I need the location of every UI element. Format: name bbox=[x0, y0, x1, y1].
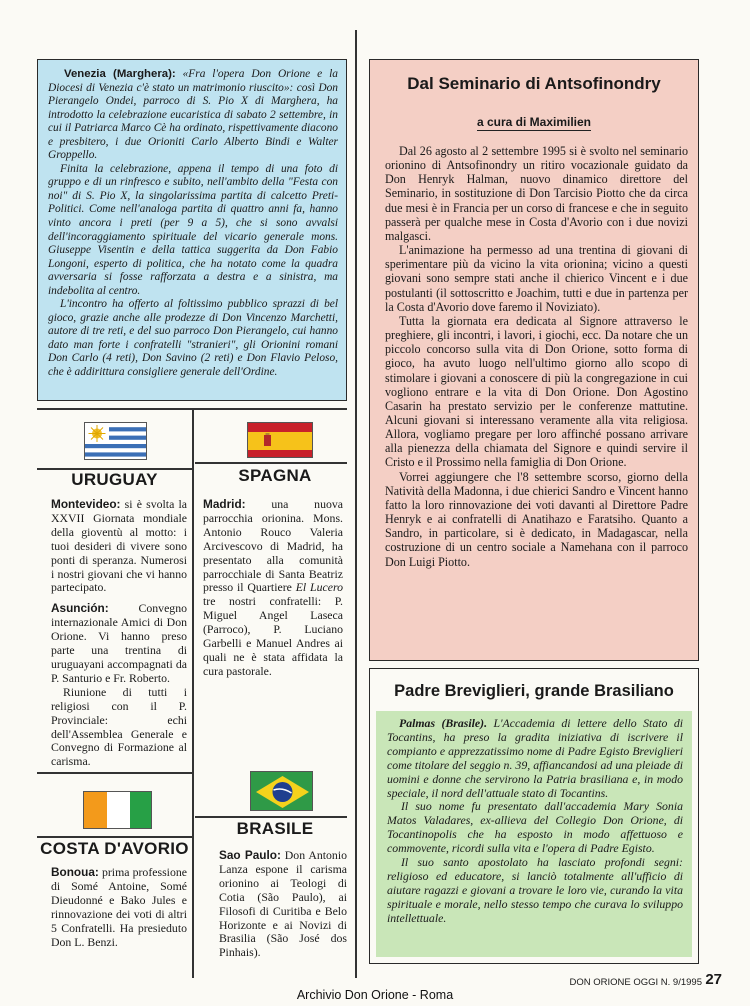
breviglieri-title: Padre Breviglieri, grande Brasiliano bbox=[394, 682, 674, 700]
antsofinondry-body bbox=[385, 144, 688, 569]
uruguay-text bbox=[51, 498, 187, 769]
uruguay-flag-graphic bbox=[85, 423, 147, 460]
spagna-p1-lead: Madrid: bbox=[203, 497, 246, 511]
breviglieri-p3: Il suo santo apostolato ha lasciato profondi segni: religioso ed educatore, si lanciò totalmente all'ufficio di aiutare ragazzi e giovani a trovare le loro vie, curando la vita spirituale e morale, nello stesso tempo che curava lo sviluppo intellettuale. bbox=[387, 855, 683, 925]
ivory-coast-flag-graphic bbox=[84, 792, 152, 829]
costa-p1-text: prima professione di Somé Antoine, Somé Dieudonné e Bako Jules e rinnovazione dei voti di altri 5 Confratelli. Ha presieduto Don L. Benzi. bbox=[51, 865, 187, 949]
brazil-flag bbox=[250, 771, 313, 811]
breviglieri-p1 bbox=[387, 717, 683, 800]
spagna-text bbox=[203, 498, 343, 679]
spagna-p1-italic: El Lucero bbox=[295, 580, 343, 595]
spain-flag bbox=[247, 422, 313, 458]
uruguay-title: URUGUAY bbox=[71, 470, 158, 489]
spagna-p1-text-b: tre nostri confratelli: P. Miguel Angel Laseca (Parroco), P. Luciano Garbelli e Manuel Andres ai quali ne è stata affidata la cura pastorale. bbox=[203, 594, 343, 678]
venezia-paragraph bbox=[48, 68, 338, 163]
venezia-p2: Finita la celebrazione, appena il tempo di una foto di gruppo e di un rinfresco e subito, nell'ambito della "Festa con noi" di S. Pio X, la singolarissima partita di calcetto Preti-Politici. Come nell'analoga partita di quattro anni fa, hanno vinto ancora i preti (per 9 a 5), che si sono avvalsi dell'incoraggiamento spirituale del vicario generale mons. Giuseppe Visentin e della tattica suggerita da Don Fabio Longoni, esperto di politica, che ha notato come la quadra avversaria si fosse rafforzata a destra e a sinistra, ma indebolita al centro. bbox=[48, 162, 338, 297]
venezia-lead: Venezia (Marghera): bbox=[64, 68, 176, 80]
uruguay-p2-text: Convegno internazionale Amici di Don Orione. Vi hanno preso parte una trentina di uruguayani accompagnati da P. Santurio e Fr. Roberto. bbox=[51, 601, 187, 685]
breviglieri-article bbox=[369, 668, 699, 964]
brasile-p1 bbox=[219, 849, 347, 960]
antsofinondry-paragraph: Tutta la giornata era dedicata al Signore attraverso le preghiere, gli incontri, i lavori, i giochi, ecc. Da notare che un piccolo concorso sulla vita di Don Orione, sotto forma di gioco, ha avuto luogo nell'ultimo giorno allo scopo di stimolare i giovani a conoscere di più la congregazione in cui vogliono entrare e la vita di Don Orione. Don Agostino Casarin ha prestato servizio per le conferenze mattutine. Alcuni giovani si interessano veramente alla vita religiosa. Allora, vogliamo pregare per loro affinché possano arrivare alla pienezza della chiamata del Signore e quindi servire il Cristo e il Prossimo nella famiglia di Don Orione. bbox=[385, 313, 688, 470]
venezia-p1: «Fra l'opera Don Orione e la Diocesi di Venezia c'è stato un matrimonio riuscito»: così Don Pierangelo Ondei, parroco di S. Pio X di Marghera, ha introdotto la celebrazione eucaristica di sabato 2 settembre, in cui il Patriarca Marco Cè ha ordinato, rispettivamente diacono e presbitero, i due Orioniti Carlo Alberto Bindi e Walter Groppello. bbox=[48, 68, 338, 162]
costa-p1-lead: Bonoua: bbox=[51, 865, 99, 879]
title-rule bbox=[195, 816, 347, 818]
column-divider bbox=[192, 408, 194, 978]
breviglieri-lead: Palmas (Brasile). bbox=[399, 716, 488, 730]
column-divider bbox=[355, 30, 357, 978]
uruguay-p1 bbox=[51, 498, 187, 595]
antsofinondry-article bbox=[369, 59, 699, 661]
uruguay-p2 bbox=[51, 602, 187, 685]
antsofinondry-paragraph: L'animazione ha permesso ad una trentina di giovani di sperimentare più da vicino la vita orionina; vicino a questi giovani sono sempre stati anche il chierico Vincent e i due postulanti (il sottoscritto e Joachim, tutti e due in partenza per la Costa d'Avorio dove faremo il Noviziato). bbox=[385, 243, 688, 314]
uruguay-p1-text: si è svolta la XXVII Giornata mondiale della gioventù al motto: i tuoi desideri di vivere sono ponti di speranza. Numerosi i nostri giovani che vi hanno partecipato. bbox=[51, 497, 187, 595]
title-rule bbox=[37, 836, 192, 838]
spain-flag-graphic bbox=[248, 423, 313, 458]
antsofinondry-byline-text: a cura di Maximilien bbox=[476, 115, 592, 129]
uruguay-flag bbox=[84, 422, 147, 460]
page-number: 27 bbox=[705, 971, 722, 988]
brazil-flag-graphic bbox=[251, 772, 313, 811]
breviglieri-p2: Il suo nome fu presentato dall'accademia Mary Sonia Matos Valadares, ex-allieva del Collegio Don Orione, di Tocantinopolis che ha esposto in modo affettuoso e commovente, ricordi sulla vita e l'opera di Padre Egisto. bbox=[387, 799, 683, 856]
section-divider bbox=[37, 772, 192, 774]
antsofinondry-paragraph: Dal 26 agosto al 2 settembre 1995 si è svolto nel seminario orionino di Antsofinondry un ritiro vocazionale guidato da Don Henryk Halman, nuovo dinamico direttore del Seminario, in sostituzione di Don Tarcisio Piotto che da circa due mesi è in Francia per un corso di francese e che in seguito passerà per qualche mese in Costa d'Avorio con i due novizi malgasci. bbox=[385, 144, 688, 243]
costa-text bbox=[51, 866, 187, 949]
venezia-article bbox=[37, 59, 347, 401]
antsofinondry-title: Dal Seminario di Antsofinondry bbox=[407, 74, 661, 93]
brasile-text bbox=[219, 849, 347, 960]
spagna-title: SPAGNA bbox=[238, 466, 312, 485]
breviglieri-p1-text: L'Accademia di lettere dello Stato di Tocantins, ha preso la gradita iniziativa di iscrivere il compianto e apprezzatissimo nome di Padre Egisto Breviglieri come titolare del seggio n. 39, affiancandosi ad una pleiade di uomini e donne che servirono la Patria brasiliana e, in modo speciale, il nord dell'attuale stato di Tocantins. bbox=[387, 716, 683, 800]
breviglieri-body bbox=[376, 711, 692, 957]
ivory-coast-flag bbox=[83, 791, 152, 829]
title-rule bbox=[195, 462, 347, 464]
costa-title: COSTA D'AVORIO bbox=[40, 839, 189, 858]
uruguay-p3: Riunione di tutti i religiosi con il P. Provinciale: echi dell'Assemblea Generale e Convegno di Formazione al carisma. bbox=[51, 684, 187, 769]
costa-p1 bbox=[51, 866, 187, 949]
uruguay-p1-lead: Montevideo: bbox=[51, 497, 121, 511]
brasile-p1-text: Don Antonio Lanza espone il carisma orionino ai Teologi di Cotia (São Paulo), ai Filosofi di Curitiba e Belo Horizonte e ai Novizi di Brasilia (São José dos Pinhais). bbox=[219, 848, 347, 960]
antsofinondry-paragraph: Vorrei aggiungere che l'8 settembre scorso, giorno della Natività della Madonna, i due chierici Sandro e Vincent hanno fatto la loro rinnovazione dei voti davanti al Direttore Padre Henryk e ai confratelli di Anatihazo e Faratsiho. Quanto a Sandro, in particolare, si è dedicato, in Madagascar, nella costruzione di un centro sociale a Namehana con il parroco Don Luigi Piotto. bbox=[385, 469, 688, 569]
spagna-p1 bbox=[203, 498, 343, 679]
uruguay-p2-lead: Asunción: bbox=[51, 601, 109, 616]
venezia-p3: L'incontro ha offerto al foltissimo pubblico sprazzi di bel gioco, grazie anche alle prodezze di Don Vincenzo Marchetti, autore di tre reti, e del suo parroco Don Pierangelo, cui hanno dato man forte i confratelli "stranieri", gli Orionini romani Don Carlo (4 reti), Don Savino (2 reti) e Don Flavio Peloso, che è addirittura consigliere generale dell'Ordine. bbox=[48, 298, 338, 379]
archive-caption: Archivio Don Orione - Roma bbox=[296, 988, 454, 1002]
spagna-p1-text-a: una nuova parrocchia orionina. Mons. Antonio Rouco Valeria Arcivescovo di Madrid, ha presentato alla comunità parrocchiale di Santa Beatriz presso il Quartiere bbox=[203, 497, 343, 595]
brasile-p1-lead: Sao Paulo: bbox=[219, 848, 281, 862]
antsofinondry-byline bbox=[370, 115, 698, 129]
brasile-title: BRASILE bbox=[236, 819, 314, 838]
magazine-footer: DON ORIONE OGGI N. 9/1995 bbox=[569, 977, 702, 988]
